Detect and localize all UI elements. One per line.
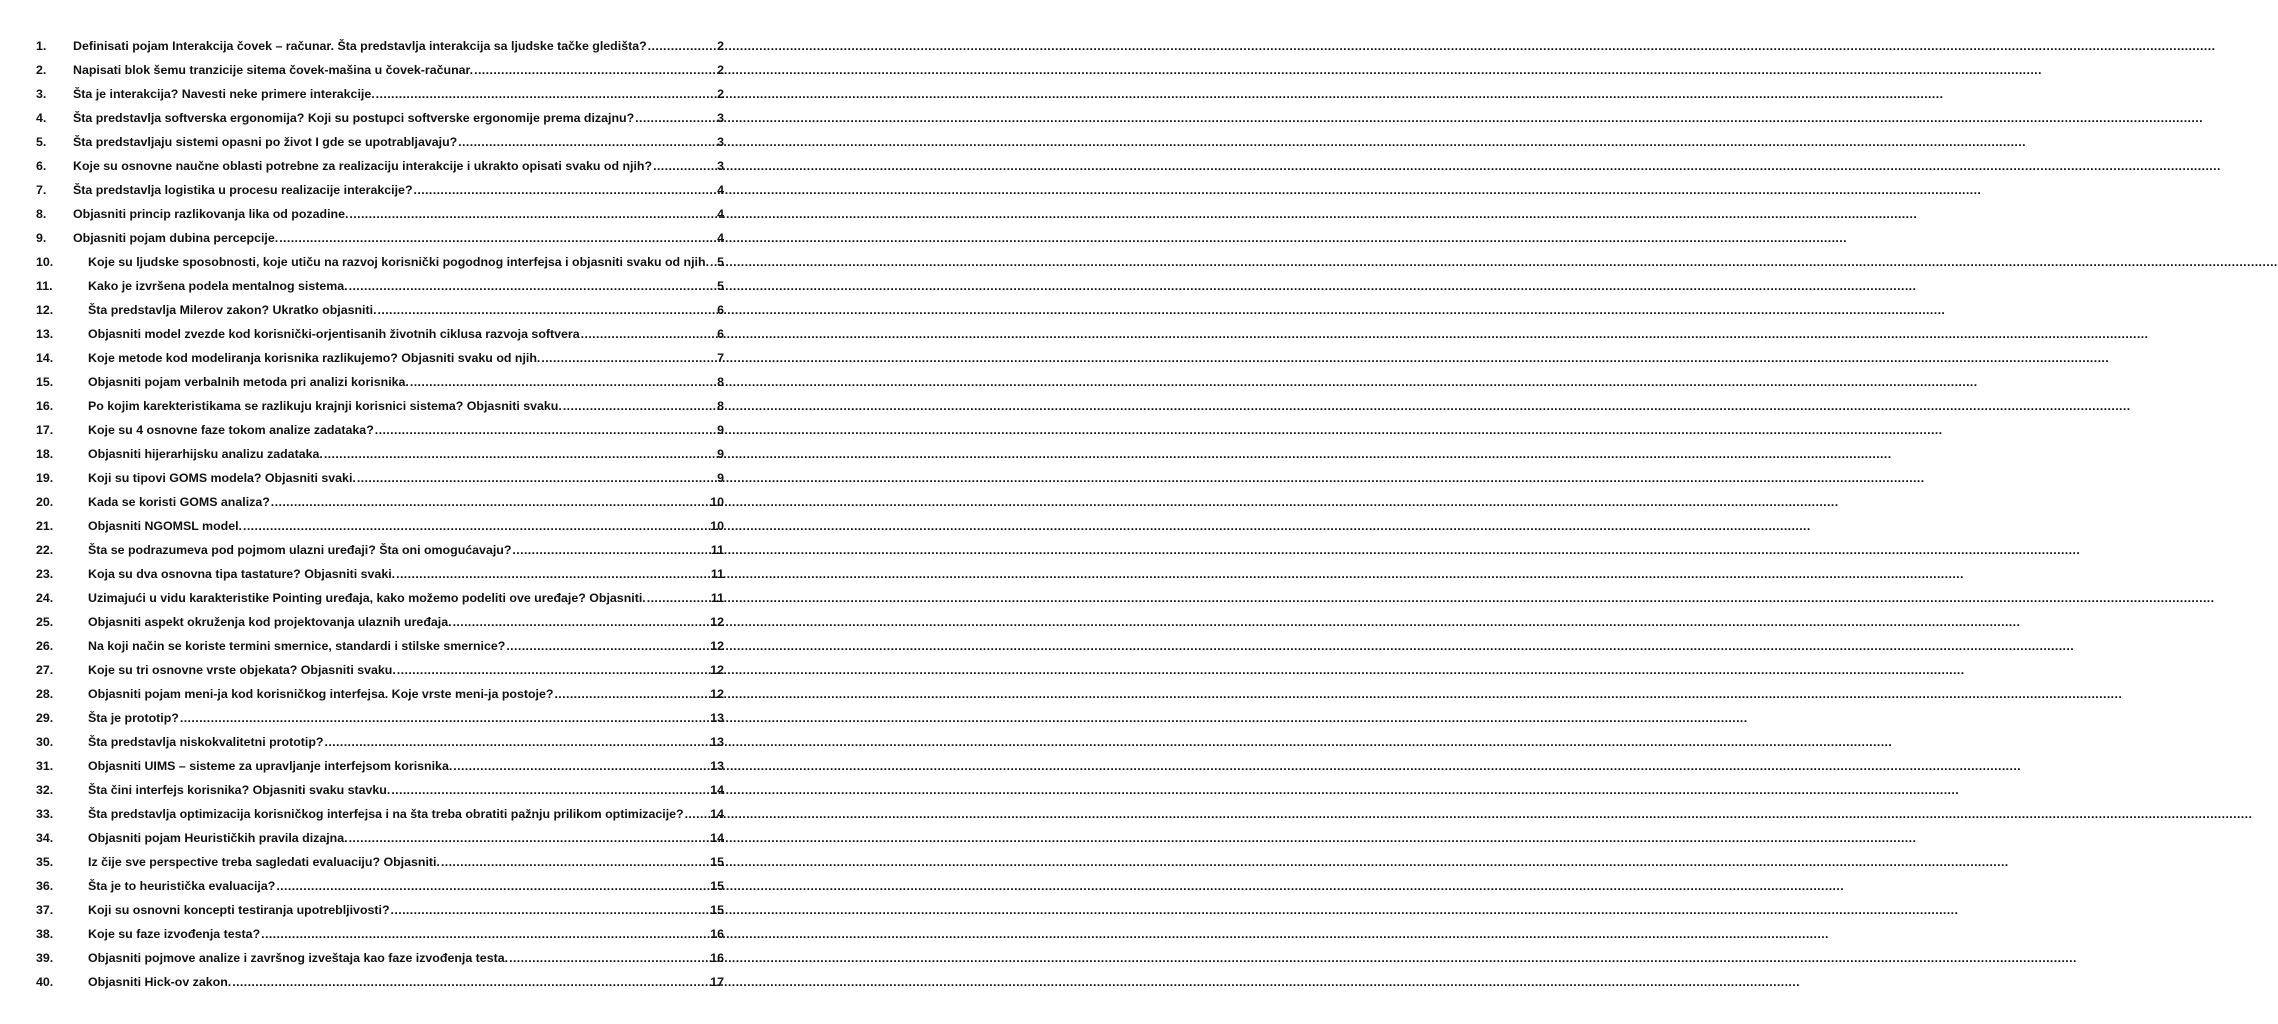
toc-number: 9. [36,231,47,245]
toc-number: 8. [36,207,47,221]
toc-entry-8[interactable] [0,202,768,226]
toc-page-number: 2 [717,87,724,101]
toc-page-number: 13 [710,735,724,749]
toc-entry-18[interactable] [0,442,768,466]
toc-leader-dots [349,274,716,298]
toc-page-number: 4 [717,183,724,197]
toc-page-number: 12 [710,687,724,701]
toc-entry-35[interactable] [0,850,768,874]
toc-page-number: 3 [717,111,724,125]
toc-number: 29. [36,711,54,725]
toc-entry-line [73,154,724,178]
toc-title: Objasniti pojam verbalnih metoda pri analizi korisnika. [88,375,409,389]
toc-number: 12. [36,303,54,317]
toc-title: Objasniti UIMS – sisteme za upravljanje interfejsom korisnika. [88,759,453,773]
toc-entry-line [88,898,724,922]
toc-title: Kada se koristi GOMS analiza? [88,495,270,509]
toc-page-number: 5 [717,255,724,269]
toc-title: Kako je izvršena podela mentalnog sistema. [88,279,348,293]
toc-title: Šta se podrazumeva pod pojmom ulazni uređaji? Šta oni omogućavaju? [88,543,512,557]
toc-leader-dots [453,610,710,634]
toc-entry-line [88,874,724,898]
toc-number: 11. [36,279,53,293]
toc-entry-line [73,34,724,58]
toc-entry-line [88,850,724,874]
toc-leader-dots [276,874,709,898]
toc-entry-line [88,970,724,994]
toc-title: Objasniti princip razlikovanja lika od pozadine. [73,207,349,221]
toc-title: Koje su ljudske sposobnosti, koje utiču na razvoj korisnički pogodnog interfejsa i objasniti svaku od njih. [88,255,710,269]
toc-number: 36. [36,879,54,893]
toc-title: Objasniti pojam meni-ja kod korisničkog interfejsa. Koje vrste meni-ja postoje? [88,687,554,701]
toc-entry-line [73,130,724,154]
toc-leader-dots [279,226,716,250]
toc-page-number: 9 [717,471,724,485]
toc-entry-line [88,466,724,490]
toc-entry-4[interactable] [0,106,768,130]
toc-leader-dots [506,634,709,658]
toc-title: Šta je to heuristička evaluacija? [88,879,276,893]
toc-entry-line [88,490,724,514]
toc-number: 2. [36,63,47,77]
toc-leader-dots [324,442,716,466]
toc-entry-24[interactable] [0,586,768,610]
toc-entry-line [73,178,724,202]
toc-leader-dots [180,706,709,730]
toc-page-number: 10 [710,519,724,533]
toc-title: Objasniti pojam Heurističkih pravila dizajna. [88,831,348,845]
toc-page-number: 13 [710,711,724,725]
toc-page-number: 11 [710,591,724,605]
toc-entry-34[interactable] [0,826,768,850]
toc-entry-line [88,610,724,634]
toc-entry-line [88,370,724,394]
toc-entry-line [88,754,724,778]
toc-leader-dots [458,130,716,154]
toc-entry-line [88,322,724,346]
toc-entry-20[interactable] [0,490,768,514]
toc-title: Šta predstavljaju sistemi opasni po život I gde se upotrabljavaju? [73,135,458,149]
toc-page-number: 5 [717,279,724,293]
toc-entry-1[interactable] [0,34,768,58]
toc-entry-5[interactable] [0,130,768,154]
toc-page-number: 4 [717,231,724,245]
toc-entry-line [88,706,724,730]
toc-entry-line [88,538,724,562]
toc-entry-line [88,346,724,370]
toc-title: Iz čije sve perspective treba sagledati evaluaciju? Objasniti. [88,855,440,869]
toc-number: 14. [36,351,54,365]
toc-entry-14[interactable] [0,346,768,370]
toc-page-number: 15 [710,855,724,869]
toc-page-number: 16 [710,951,724,965]
toc-leader-dots [453,754,709,778]
toc-title: Šta predstavlja optimizacija korisničkog interfejsa i na šta treba obratiti pažnju prilikom optimizacije? [88,807,684,821]
toc-number: 38. [36,927,54,941]
toc-leader-dots [391,778,709,802]
toc-entry-32[interactable] [0,778,768,802]
toc-entry-29[interactable] [0,706,768,730]
toc-leader-dots [391,898,710,922]
toc-title: Objasniti pojmove analize i završnog izveštaja kao faze izvođenja testa. [88,951,509,965]
toc-number: 23. [36,567,54,581]
toc-title: Koje su tri osnovne vrste objekata? Objasniti svaku. [88,663,396,677]
toc-page-number: 17 [710,975,724,989]
toc-entry-line [88,730,724,754]
toc-number: 15. [36,375,54,389]
toc-page-number: 15 [710,879,724,893]
toc-number: 13. [36,327,54,341]
toc-entry-13[interactable] [0,322,768,346]
toc-page-number: 11 [710,543,724,557]
toc-leader-dots [441,850,709,874]
toc-entry-9[interactable] [0,226,768,250]
toc-entry-15[interactable] [0,370,768,394]
toc-leader-dots [376,82,716,106]
toc-title: Koje metode kod modeliranja korisnika razlikujemo? Objasniti svaku od njih. [88,351,541,365]
toc-page-number: 8 [717,399,724,413]
toc-entry-16[interactable] [0,394,768,418]
toc-entry-6[interactable] [0,154,768,178]
toc-page-number: 14 [710,783,724,797]
toc-leader-dots [396,562,710,586]
toc-leader-dots [647,586,710,610]
toc-page-number: 2 [717,63,724,77]
toc-title: Koji su osnovni koncepti testiranja upotrebljivosti? [88,903,390,917]
toc-page-number: 9 [717,423,724,437]
toc-number: 10. [36,255,54,269]
toc-title: Šta je interakcija? Navesti neke primere interakcije. [73,87,375,101]
toc-number: 7. [36,183,47,197]
toc-entry-12[interactable] [0,298,768,322]
toc-title: Šta predstavlja softverska ergonomija? Koji su postupci softverske ergonomije prema dizajnu? [73,111,635,125]
toc-page-number: 6 [717,327,724,341]
toc-title: Objasniti pojam dubina percepcije. [73,231,279,245]
toc-entry-17[interactable] [0,418,768,442]
toc-page-number: 8 [717,375,724,389]
toc-entry-line [73,82,724,106]
toc-title: Objasniti model zvezde kod korisnički-orjentisanih životnih ciklusa razvoja softvera [88,327,580,341]
toc-entry-line [88,778,724,802]
toc-leader-dots [271,490,709,514]
toc-number: 37. [36,903,54,917]
toc-entry-line [88,658,724,682]
toc-page-number: 14 [710,831,724,845]
toc-leader-dots [243,514,709,538]
toc-entry-line [88,562,724,586]
toc-entry-line [73,226,724,250]
toc-entry-line [88,922,724,946]
toc-number: 30. [36,735,54,749]
toc-page-number: 9 [717,447,724,461]
toc-entry-line [88,298,724,322]
toc-page-number: 14 [710,807,724,821]
toc-leader-dots [261,922,709,946]
toc-number: 25. [36,615,54,629]
toc-title: Napisati blok šemu tranzicije sitema čovek-mašina u čovek-računar. [73,63,474,77]
toc-entry-line [73,106,724,130]
toc-entry-30[interactable] [0,730,768,754]
toc-entry-3[interactable] [0,82,768,106]
toc-entry-25[interactable] [0,610,768,634]
toc-leader-dots [397,658,709,682]
toc-page-number: 11 [710,567,724,581]
toc-leader-dots [357,466,716,490]
toc-title: Koji su tipovi GOMS modela? Objasniti svaki. [88,471,356,485]
toc-number: 28. [36,687,54,701]
toc-entry-line [73,58,724,82]
toc-entry-line [88,418,724,442]
toc-page-number: 16 [710,927,724,941]
toc-number: 22. [36,543,54,557]
toc-title: Objasniti aspekt okruženja kod projektovanja ulaznih uređaja. [88,615,452,629]
toc-number: 35. [36,855,54,869]
toc-entry-7[interactable] [0,178,768,202]
toc-number: 1. [36,39,47,53]
toc-leader-dots [685,802,710,826]
toc-number: 33. [36,807,54,821]
toc-entry-10[interactable] [0,250,768,274]
toc-page-number: 6 [717,303,724,317]
toc-leader-dots [541,346,716,370]
toc-entry-line [88,826,724,850]
toc-entry-21[interactable] [0,514,768,538]
toc-number: 31. [36,759,54,773]
toc-number: 26. [36,639,54,653]
toc-entry-36[interactable] [0,874,768,898]
toc-title: Objasniti NGOMSL model. [88,519,242,533]
toc-entry-2[interactable] [0,58,768,82]
toc-entry-line [88,946,724,970]
toc-leader-dots [324,730,709,754]
toc-leader-dots [474,58,716,82]
toc-entry-33[interactable] [0,802,768,826]
toc-entry-11[interactable] [0,274,768,298]
toc-title: Koja su dva osnovna tipa tastature? Objasniti svaki. [88,567,396,581]
toc-title: Koje su osnovne naučne oblasti potrebne za realizaciju interakcije i ukrakto opisati svaku od njih? [73,159,653,173]
toc-leader-dots [554,682,709,706]
toc-page-number: 13 [710,759,724,773]
toc-number: 27. [36,663,54,677]
toc-number: 4. [36,111,47,125]
toc-title: Šta predstavlja logistika u procesu realizacije interakcije? [73,183,413,197]
toc-title: Na koji način se koriste termini smernice, standardi i stilske smernice? [88,639,506,653]
toc-entry-line [73,202,724,226]
toc-title: Šta predstavlja niskokvalitetni prototip? [88,735,324,749]
toc-title: Objasniti Hick-ov zakon. [88,975,232,989]
toc-entry-line [88,394,724,418]
toc-entry-38[interactable] [0,922,768,946]
toc-title: Definisati pojam Interakcija čovek – računar. Šta predstavlja interakcija sa ljudske tačke gledišta? [73,39,647,53]
toc-entry-line [88,586,724,610]
toc-leader-dots [232,970,709,994]
toc-number: 19. [36,471,54,485]
toc-leader-dots [512,538,709,562]
toc-title: Objasniti hijerarhijsku analizu zadataka. [88,447,323,461]
toc-leader-dots [509,946,709,970]
toc-entry-line [88,634,724,658]
toc-entry-27[interactable] [0,658,768,682]
toc-page-number: 2 [717,39,724,53]
toc-entry-31[interactable] [0,754,768,778]
toc-entry-40[interactable] [0,970,768,994]
toc-leader-dots [581,322,716,346]
toc-leader-dots [635,106,716,130]
toc-title: Koje su 4 osnovne faze tokom analize zadataka? [88,423,374,437]
toc-leader-dots [349,826,710,850]
toc-leader-dots [414,178,717,202]
toc-entry-line [88,250,724,274]
toc-leader-dots [648,34,716,58]
toc-leader-dots [653,154,716,178]
table-of-contents [0,34,768,994]
toc-entry-line [88,274,724,298]
toc-title: Koje su faze izvođenja testa? [88,927,261,941]
toc-number: 3. [36,87,47,101]
toc-title: Šta čini interfejs korisnika? Objasniti svaku stavku. [88,783,391,797]
toc-title: Po kojim karekteristikama se razlikuju krajnji korisnici sistema? Objasniti svaku. [88,399,562,413]
toc-title: Uzimajući u vidu karakteristike Pointing uređaja, kako možemo podeliti ove uređaje? Objasniti. [88,591,646,605]
toc-number: 32. [36,783,54,797]
toc-number: 6. [36,159,47,173]
toc-entry-line [88,442,724,466]
toc-number: 39. [36,951,54,965]
toc-page-number: 7 [717,351,724,365]
toc-entry-26[interactable] [0,634,768,658]
toc-leader-dots [378,298,717,322]
toc-page-number: 12 [710,615,724,629]
toc-page-number: 10 [710,495,724,509]
toc-number: 40. [36,975,54,989]
toc-entry-19[interactable] [0,466,768,490]
toc-entry-23[interactable] [0,562,768,586]
toc-number: 18. [36,447,54,461]
toc-number: 21. [36,519,54,533]
toc-entry-37[interactable] [0,898,768,922]
toc-number: 34. [36,831,54,845]
toc-title: Šta je prototip? [88,711,179,725]
toc-number: 17. [36,423,54,437]
toc-number: 20. [36,495,54,509]
toc-number: 5. [36,135,47,149]
toc-leader-dots [375,418,716,442]
toc-page-number: 4 [717,207,724,221]
toc-entry-22[interactable] [0,538,768,562]
toc-number: 16. [36,399,54,413]
toc-number: 24. [36,591,54,605]
toc-entry-line [88,682,724,706]
toc-page-number: 12 [710,639,724,653]
toc-entry-line [88,514,724,538]
toc-entry-line [88,802,724,826]
toc-leader-dots [349,202,716,226]
toc-title: Šta predstavlja Milerov zakon? Ukratko objasniti. [88,303,377,317]
toc-entry-28[interactable] [0,682,768,706]
toc-page-number: 15 [710,903,724,917]
toc-page-number: 3 [717,159,724,173]
toc-leader-dots [410,370,716,394]
toc-page-number: 3 [717,135,724,149]
toc-page-number: 12 [710,663,724,677]
toc-entry-39[interactable] [0,946,768,970]
toc-leader-dots [563,394,716,418]
